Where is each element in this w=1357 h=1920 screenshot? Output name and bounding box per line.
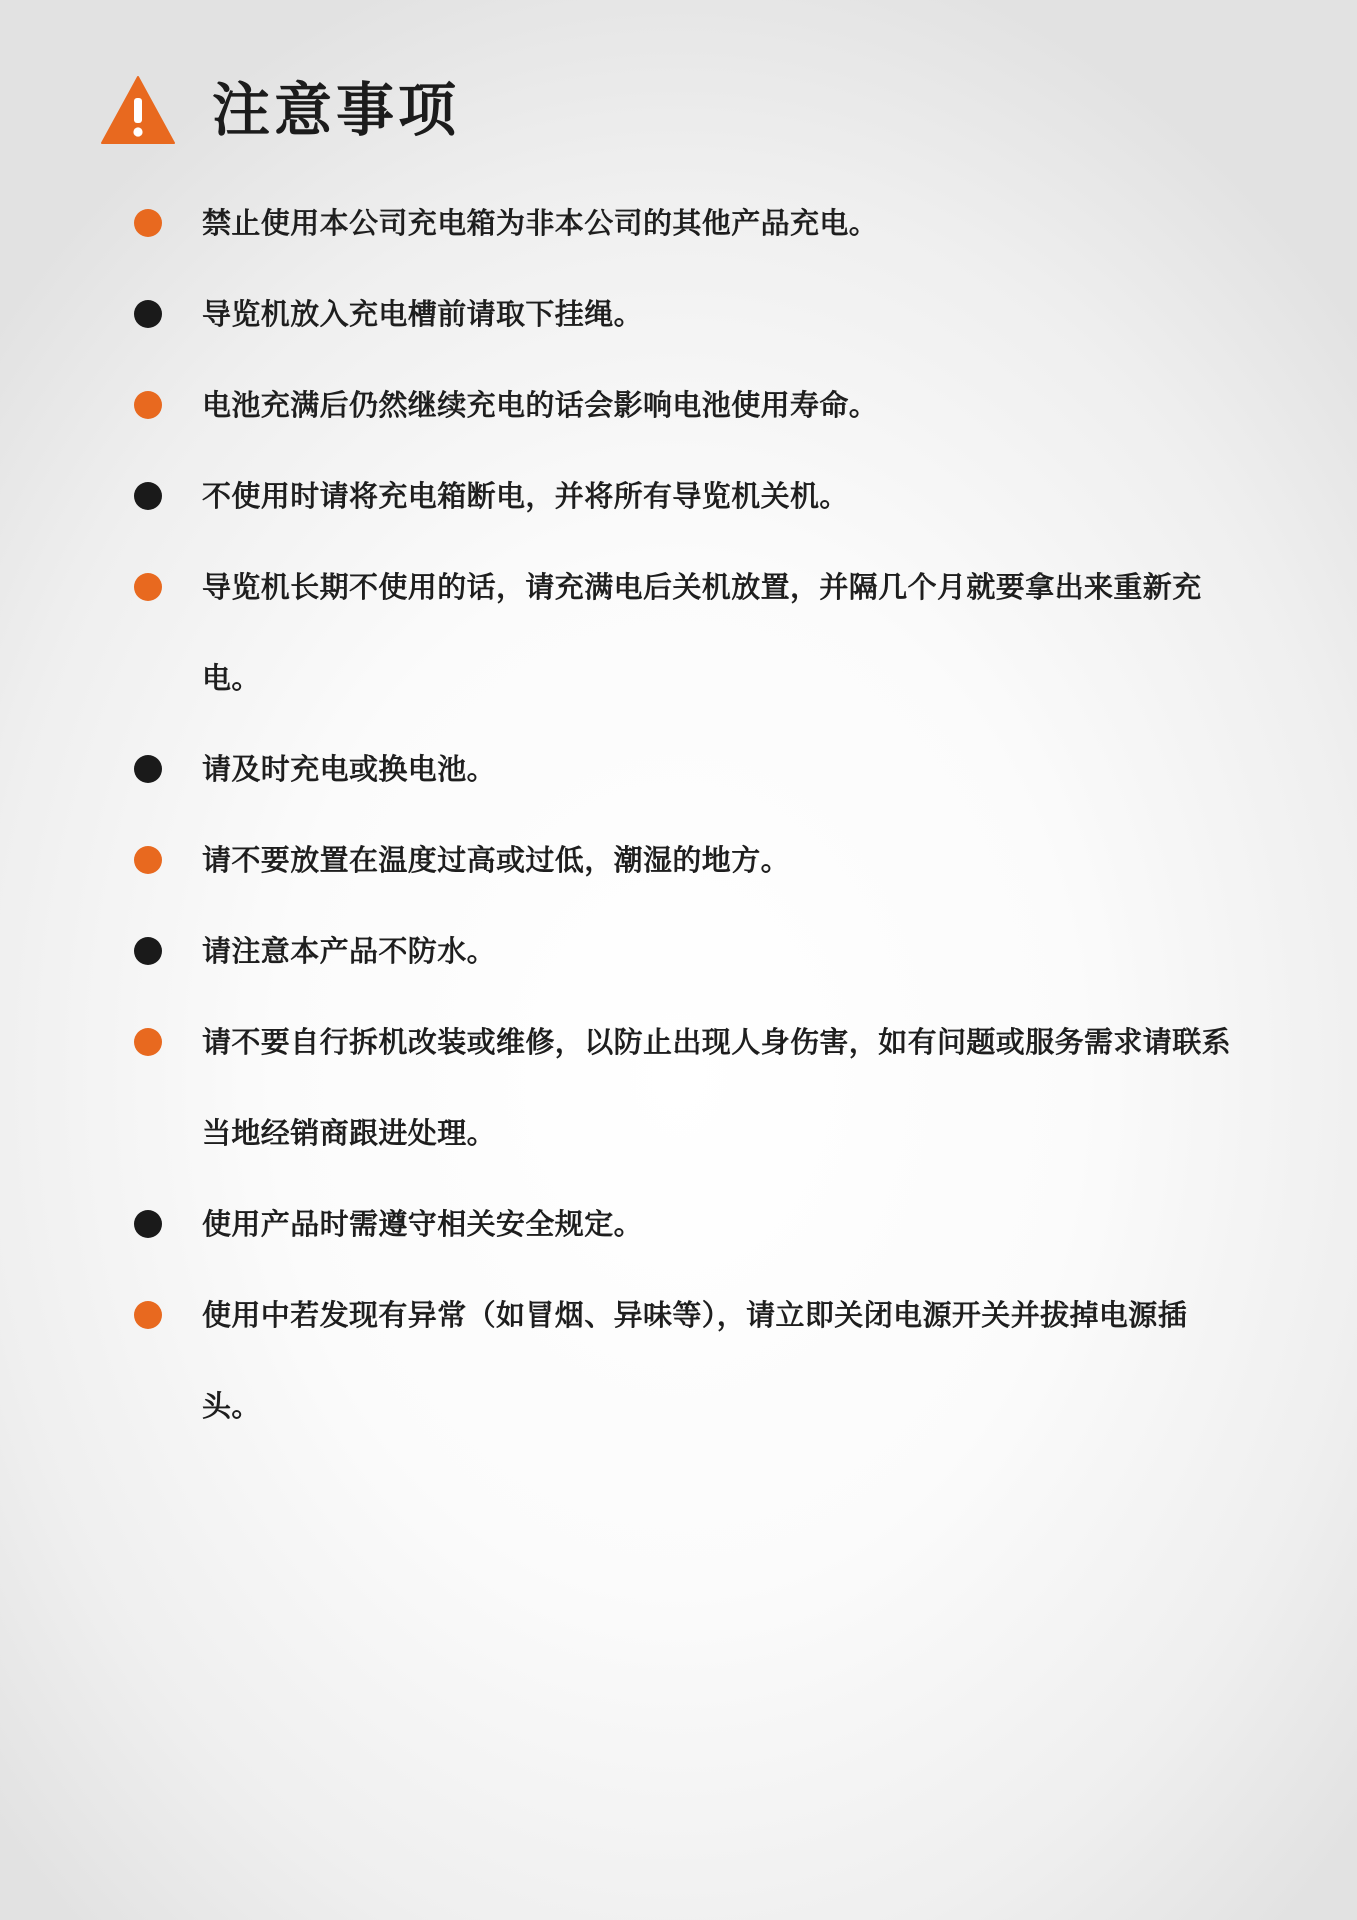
notice-text: 电池充满后仍然继续充电的话会影响电池使用寿命。 (202, 388, 879, 422)
notice-text: 使用产品时需遵守相关安全规定。 (202, 1207, 644, 1241)
notice-text: 导览机放入充电槽前请取下挂绳。 (202, 297, 644, 331)
orange-bullet-icon (134, 1301, 162, 1329)
notice-text: 使用中若发现有异常（如冒烟、异味等），请立即关闭电源开关并拔掉电源插头。 (202, 1298, 1188, 1423)
notice-text: 请不要放置在温度过高或过低，潮湿的地方。 (202, 843, 791, 877)
notice-text: 请注意本产品不防水。 (202, 934, 497, 968)
orange-bullet-icon (134, 1028, 162, 1056)
orange-bullet-icon (134, 846, 162, 874)
orange-bullet-icon (134, 573, 162, 601)
black-bullet-icon (134, 755, 162, 783)
black-bullet-icon (134, 482, 162, 510)
black-bullet-icon (134, 300, 162, 328)
header (100, 60, 460, 160)
black-bullet-icon (134, 1210, 162, 1238)
orange-bullet-icon (134, 209, 162, 237)
notice-text: 导览机长期不使用的话，请充满电后关机放置，并隔几个月就要拿出来重新充电。 (202, 570, 1202, 695)
notice-text: 禁止使用本公司充电箱为非本公司的其他产品充电。 (202, 206, 879, 240)
page-title: 注意事项 (212, 76, 461, 144)
notice-text: 请及时充电或换电池。 (202, 752, 497, 786)
notice-text: 请不要自行拆机改装或维修，以防止出现人身伤害，如有问题或服务需求请联系当地经销商跟进处理。 (202, 1025, 1232, 1150)
notice-text: 不使用时请将充电箱断电，并将所有导览机关机。 (202, 479, 849, 513)
black-bullet-icon (134, 937, 162, 965)
orange-bullet-icon (134, 391, 162, 419)
warning-triangle-icon (100, 74, 176, 146)
